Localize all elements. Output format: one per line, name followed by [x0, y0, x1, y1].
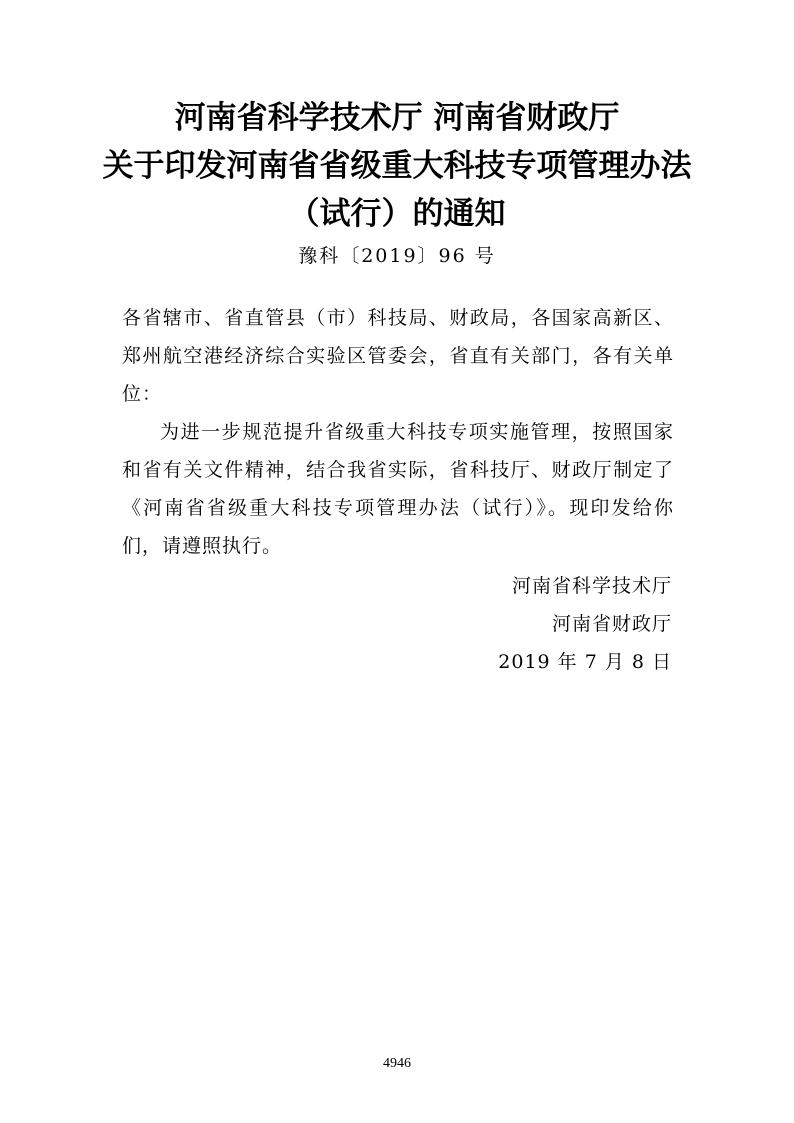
document-number: 豫科〔2019〕96 号 [298, 245, 496, 267]
title-line-3: （试行）的通知 [288, 196, 506, 232]
body-paragraph: 为进一步规范提升省级重大科技专项实施管理，按照国家和省有关文件精神，结合我省实际，省科技厅、财政厅制定了《河南省省级重大科技专项管理办法（试行）》。现印发给你们，请遵照执行。 [122, 421, 674, 557]
title-line-1: 河南省科学技术厅 河南省财政厅 [174, 100, 620, 136]
addressee-text: 各省辖市、省直管县（市）科技局、财政局，各国家高新区、郑州航空港经济综合实验区管委会，省直有关部门，各有关单位： [122, 307, 674, 405]
signature-issuer-1: 河南省科学技术厅 [511, 575, 672, 597]
issue-date: 2019 年 7 月 8 日 [498, 651, 672, 673]
document-title [0, 94, 794, 238]
signature-issuer-2: 河南省财政厅 [551, 613, 672, 635]
title-line-2: 关于印发河南省省级重大科技专项管理办法 [102, 148, 692, 184]
page-number: 4946 [383, 1056, 411, 1071]
